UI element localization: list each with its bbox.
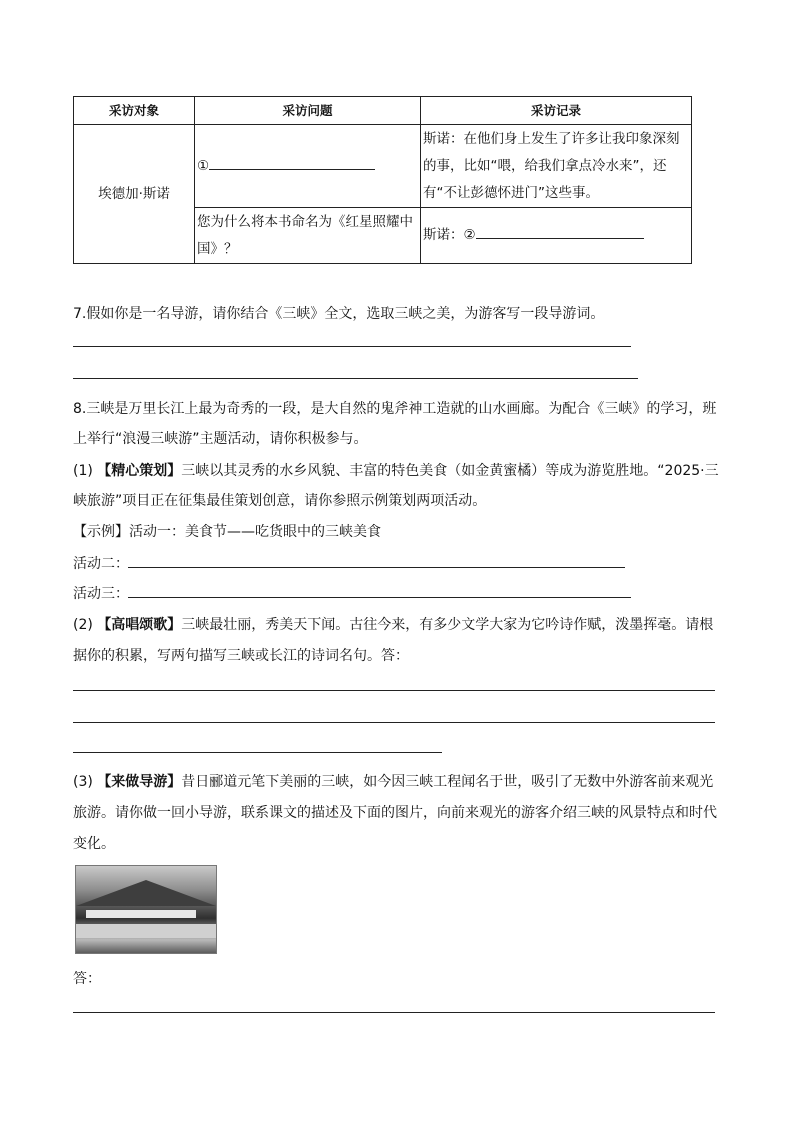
part-3-line: 变化。: [73, 836, 115, 852]
record-prefix-2: 斯诺：②: [423, 227, 476, 243]
record-line: 有“不让彭德怀进门”这些事。: [423, 184, 599, 201]
part-3-line: 旅游。请你做一回小导游，联系课文的描述及下面的图片，向前来观光的游客介绍三峡的风景特点和时代: [73, 805, 717, 821]
record-line: 斯诺：在他们身上发生了许多让我印象深刻: [423, 130, 680, 147]
part-2-number: (2): [73, 617, 98, 633]
question-8-intro: 上举行“浪漫三峡游”主题活动，请你积极参与。: [73, 431, 368, 447]
part-1-text: 三峡以其灵秀的水乡风貌、丰富的特色美食（如金黄蜜橘）等成为游览胜地。“2025·三: [181, 463, 719, 479]
part-2-line: 据你的积累，写两句描写三峡或长江的诗词名句。答：: [73, 648, 409, 664]
interview-table: [73, 96, 692, 264]
record-cell-2: [421, 208, 692, 264]
question-7: 7.假如你是一名导游，请你结合《三峡》全文，选取三峡之美，为游客写一段导游词。: [73, 306, 605, 322]
subject-cell: 埃德加·斯诺: [74, 125, 195, 264]
question-number-1: ①: [197, 157, 210, 174]
part-1-tag: 【精心策划】: [97, 463, 182, 479]
answer-line[interactable]: [73, 346, 631, 347]
question-line: 您为什么将本书命名为《红星照耀中: [197, 213, 413, 230]
question-cell-1: [195, 125, 421, 208]
question-cell-2: [195, 208, 421, 264]
question-8-intro: 8.三峡是万里长江上最为奇秀的一段，是大自然的鬼斧神工造就的山水画廊。为配合《三峡》的学习，班: [73, 401, 717, 417]
activity-2-label: 活动二：: [73, 556, 129, 572]
activity-3-answer-line[interactable]: [128, 597, 631, 598]
answer-label: 答：: [73, 971, 101, 987]
answer-line[interactable]: [73, 690, 715, 691]
answer-line[interactable]: [73, 722, 715, 723]
part-1-line: 峡旅游”项目正在征集最佳策划创意，请你参照示例策划两项活动。: [73, 493, 487, 509]
table-header-row: [74, 97, 692, 125]
answer-blank-2[interactable]: [476, 224, 644, 239]
part-3-line: [73, 771, 713, 791]
example-line: 【示例】活动一：美食节——吃货眼中的三峡美食: [73, 524, 381, 540]
header-subject: 采访对象: [74, 97, 195, 125]
record-cell-1: [421, 125, 692, 208]
part-3-text: 昔日郦道元笔下美丽的三峡，如今因三峡工程闻名于世，吸引了无数中外游客前来观光: [181, 774, 714, 790]
answer-blank-1[interactable]: [209, 155, 375, 170]
answer-line[interactable]: [73, 1012, 715, 1013]
part-1-line: [73, 460, 719, 480]
record-line: 的事，比如“喂，给我们拿点冷水来”，还: [423, 157, 667, 174]
part-3-tag: 【来做导游】: [97, 774, 182, 790]
part-2-tag: 【高唱颂歌】: [97, 617, 182, 633]
activity-2-answer-line[interactable]: [128, 567, 625, 568]
part-1-number: (1): [73, 463, 98, 479]
three-gorges-dam-photo: [75, 865, 217, 954]
activity-3-label: 活动三：: [73, 586, 129, 602]
part-3-number: (3): [73, 774, 98, 790]
part-2-text: 三峡最壮丽，秀美天下闻。古往今来，有多少文学大家为它吟诗作赋，泼墨挥毫。请根: [181, 617, 714, 633]
question-line: 国》？: [197, 240, 238, 257]
answer-line[interactable]: [73, 378, 638, 379]
answer-line[interactable]: [73, 752, 442, 753]
part-2-line: [73, 614, 713, 634]
header-question: 采访问题: [195, 97, 421, 125]
header-record: 采访记录: [421, 97, 692, 125]
table-row: [74, 125, 692, 208]
